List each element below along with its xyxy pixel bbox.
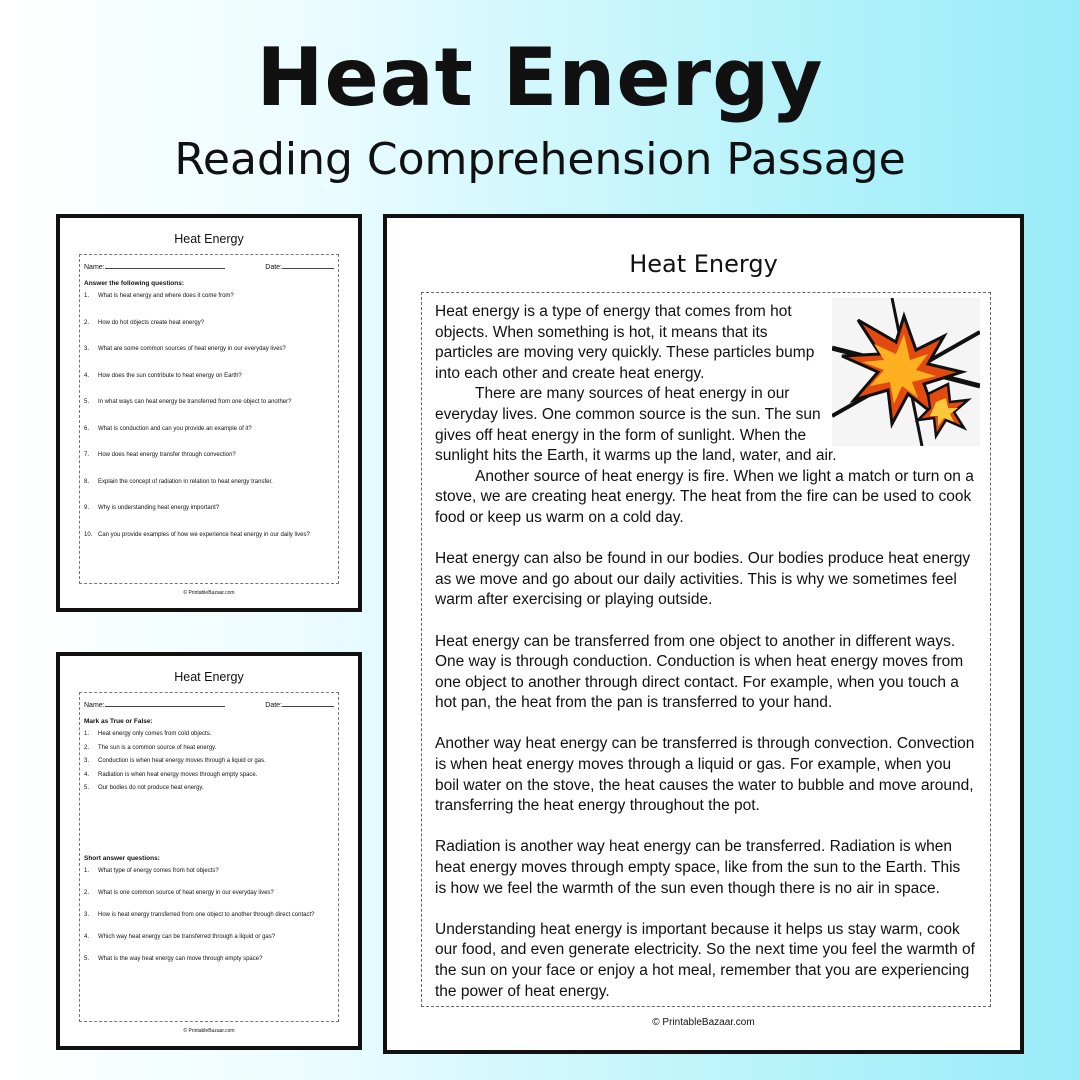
question-item (84, 398, 334, 406)
short-answer-item (84, 933, 334, 941)
worksheet-title: Heat Energy (174, 670, 244, 684)
date-field (265, 261, 334, 273)
question-item (84, 319, 334, 327)
paragraph-2-text: There are many sources of heat energy in our everyday lives. One common source is the sun. The sun gives off heat energy in the form of sunlight. When the sunlight hits the Earth, it warms up the land, water, and air. (435, 385, 837, 465)
question-item-text: Explain the concept of radiation in relation to heat energy transfer. (98, 478, 273, 485)
truefalse-item (84, 771, 334, 779)
question-item (84, 425, 334, 433)
question-item (84, 345, 334, 353)
passage-title: Heat Energy (629, 250, 778, 278)
question-item-text: Why is understanding heat energy important? (98, 505, 220, 511)
worksheet-questions-preview (56, 214, 362, 612)
truefalse-list (84, 730, 334, 792)
question-item-text: How does the sun contribute to heat energy on Earth? (98, 372, 242, 379)
question-item (84, 372, 334, 380)
question-item-number: 4. (84, 372, 90, 379)
explosion-icon (832, 298, 980, 446)
passage-box (421, 292, 991, 1007)
name-label: Name: (84, 702, 105, 709)
short-answer-item-text: What type of energy comes from hot objects? (98, 868, 219, 874)
worksheet-content-box (79, 254, 339, 584)
short-answer-item-text: Which way heat energy can be transferred through a liquid or gas? (98, 934, 276, 940)
question-item (84, 478, 334, 486)
paragraph-5: Heat energy can be transferred from one object to another in different ways. One way is through conduction. Conduction is when heat energy moves from one object to another through direct contact. For example, when you touch a hot pan, the heat from the pan is transferred to your hand. (435, 632, 964, 712)
paragraph-8: Understanding heat energy is important because it helps us stay warm, cook our food, and even generate electricity. So the next time you feel the warmth of the sun on your face or enjoy a hot meal, remember that you are experiencing the power of heat energy. (435, 920, 975, 1000)
truefalse-item-text: Radiation is when heat energy moves through empty space. (98, 771, 258, 778)
date-label: Date: (265, 702, 282, 709)
question-item-number: 10. (84, 531, 93, 538)
short-answer-item-text: What is one common source of heat energy in our everyday lives? (98, 890, 274, 896)
date-label: Date: (265, 264, 282, 271)
truefalse-item-text: Heat energy only comes from cold objects. (98, 731, 212, 737)
short-answer-item (84, 889, 334, 897)
passage-footer: © PrintableBazaar.com (652, 1017, 755, 1028)
short-answer-item (84, 911, 334, 919)
truefalse-item-text: Conduction is when heat energy moves through a liquid or gas. (98, 758, 266, 764)
truefalse-item-number: 3. (84, 758, 90, 764)
paragraph-3-text: Another source of heat energy is fire. When we light a match or turn on a stove, we are creating heat energy. The heat from the fire can be used to cook food or keep us warm on a cold day. (435, 467, 974, 526)
question-item-text: What are some common sources of heat energy in our everyday lives? (98, 346, 286, 352)
question-item-number: 7. (84, 452, 90, 458)
truefalse-item-number: 2. (84, 744, 90, 751)
name-date-row (84, 261, 334, 273)
question-list (84, 292, 334, 539)
name-date-row (84, 699, 334, 711)
question-item-text: In what ways can heat energy be transferred from one object to another? (98, 399, 292, 405)
paragraph-3 (435, 467, 975, 529)
worksheet-truefalse-preview (56, 652, 362, 1050)
truefalse-heading: Mark as True or False: (84, 718, 153, 725)
truefalse-item-number: 4. (84, 771, 90, 778)
question-item-number: 9. (84, 505, 90, 511)
question-item-text: How does heat energy transfer through convection? (98, 452, 236, 458)
questions-heading: Answer the following questions: (84, 280, 185, 287)
truefalse-item-number: 5. (84, 785, 90, 791)
truefalse-item (84, 744, 334, 752)
question-item-number: 1. (84, 293, 90, 299)
short-answer-item-number: 2. (84, 890, 90, 896)
question-item (84, 451, 334, 459)
short-answer-item (84, 955, 334, 963)
question-item-text: How do hot objects create heat energy? (98, 319, 205, 326)
truefalse-item-text: Our bodies do not produce heat energy. (98, 785, 204, 791)
short-answer-item-number: 4. (84, 934, 90, 940)
question-item-text: What is conduction and can you provide an example of it? (98, 425, 252, 432)
question-item-text: What is heat energy and where does it come from? (98, 293, 234, 299)
paragraph-6: Another way heat energy can be transferred is through convection. Convection is when heat energy moves through a liquid or gas. For example, when you boil water on the stove, the heat causes the water to bubble and move around, transferring the heat energy throughout the pot. (435, 735, 975, 815)
banner-title: Heat Energy (256, 31, 824, 124)
worksheet-footer: © PrintableBazaar.com (183, 1028, 235, 1034)
truefalse-item (84, 784, 334, 792)
worksheet-footer: © PrintableBazaar.com (183, 590, 235, 596)
name-field (84, 261, 225, 273)
paragraph-7: Radiation is another way heat energy can be transferred. Radiation is when heat energy moves through empty space, like from the sun to the Earth. This is how we feel the warmth of the sun even though there is no air in space. (435, 838, 961, 897)
truefalse-item (84, 757, 334, 765)
worksheet-content-box (79, 692, 339, 1022)
date-field (265, 699, 334, 711)
paragraph-1: Heat energy is a type of energy that comes from hot objects. When something is hot, it means that its particles are moving very quickly. These particles bump into each other and create heat energy. (435, 303, 815, 382)
short-answer-item-number: 1. (84, 868, 90, 874)
question-item (84, 531, 334, 539)
question-item-number: 2. (84, 319, 90, 326)
short-answer-item-number: 3. (84, 912, 90, 918)
question-item-text: Can you provide examples of how we experience heat energy in our daily lives? (98, 531, 310, 538)
short-answer-item-text: How is heat energy transferred from one object to another through direct contact? (98, 912, 315, 918)
short-answer-item-number: 5. (84, 956, 90, 962)
banner-subtitle: Reading Comprehension Passage (174, 134, 906, 185)
paragraph-4: Heat energy can also be found in our bodies. Our bodies produce heat energy as we move and go about our daily activities. This is why we sometimes feel warm after exercising or playing outside. (435, 550, 971, 609)
short-answer-item-text: What is the way heat energy can move through empty space? (98, 956, 263, 962)
question-item-number: 6. (84, 425, 90, 432)
question-item-number: 5. (84, 399, 90, 405)
name-field (84, 699, 225, 711)
truefalse-item (84, 730, 334, 738)
short-answer-list (84, 867, 334, 963)
short-answer-item (84, 867, 334, 875)
truefalse-item-number: 1. (84, 731, 90, 737)
short-answer-heading: Short answer questions: (84, 855, 160, 862)
name-label: Name: (84, 264, 105, 271)
question-item (84, 504, 334, 512)
question-item-number: 3. (84, 346, 90, 352)
question-item-number: 8. (84, 478, 90, 485)
passage-text (435, 302, 975, 1002)
truefalse-item-text: The sun is a common source of heat energy. (98, 744, 217, 751)
worksheet-title: Heat Energy (174, 232, 244, 246)
question-item (84, 292, 334, 300)
passage-page (383, 214, 1024, 1054)
